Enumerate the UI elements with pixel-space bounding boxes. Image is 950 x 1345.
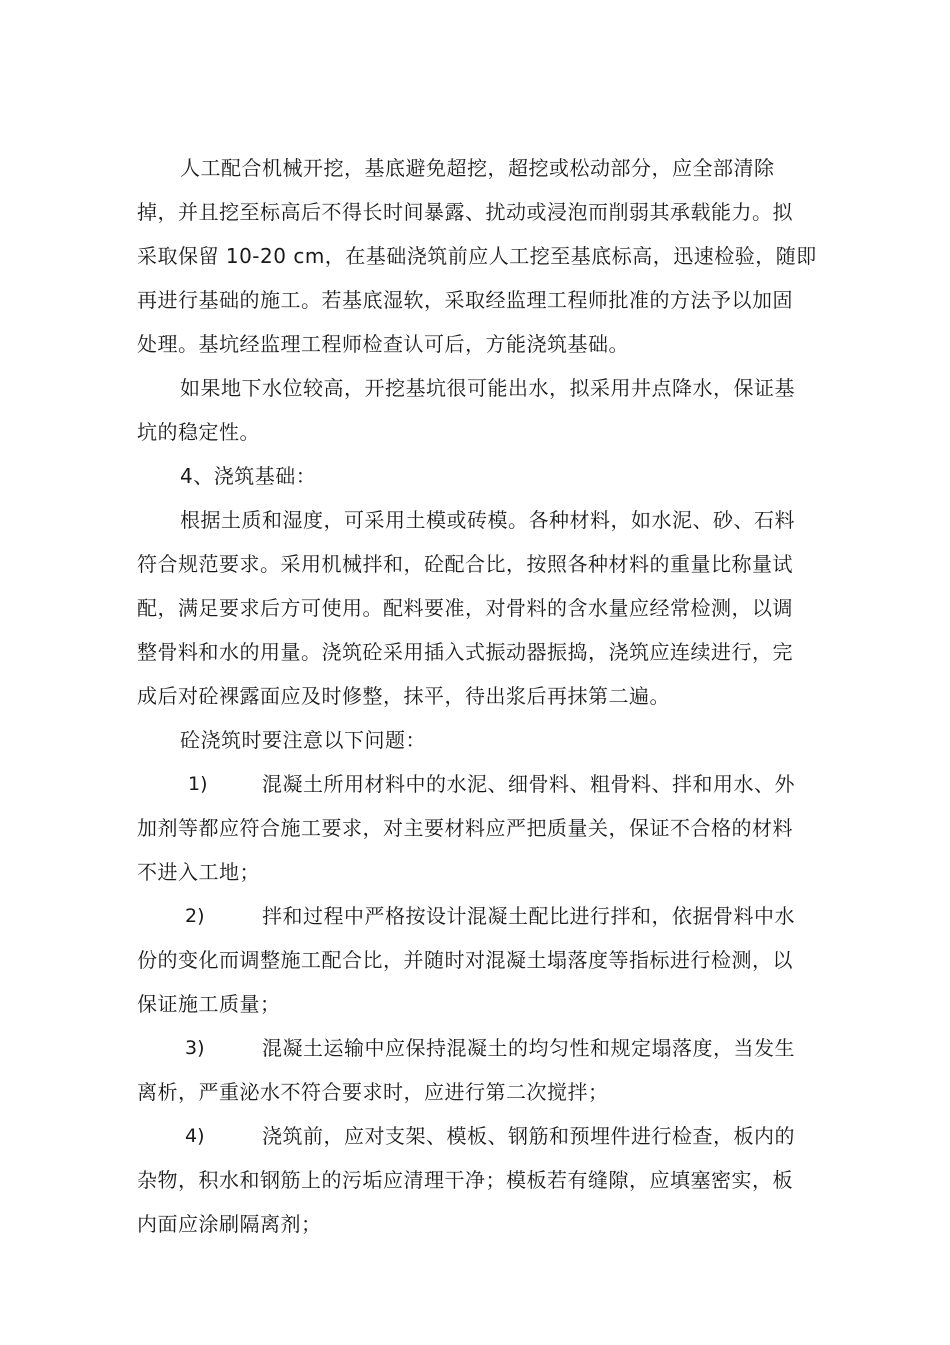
list-item-2-line-2: 份的变化而调整施工配合比，并随时对混凝土塌落度等指标进行检测，以	[137, 948, 793, 972]
paragraph-1-line-1: 人工配合机械开挖，基底避免超挖，超挖或松动部分，应全部清除	[180, 156, 775, 180]
list-item-1-line-3: 不进入工地；	[137, 860, 260, 884]
list-item-4-line-2: 杂物，积水和钢筋上的污垢应清理干净；模板若有缝隙，应填塞密实，板	[137, 1168, 793, 1192]
paragraph-3-line-1: 根据土质和湿度，可采用土模或砖模。各种材料，如水泥、砂、石料	[180, 508, 795, 532]
list-item-1-line-1: 混凝土所用材料中的水泥、细骨料、粗骨料、拌和用水、外	[262, 772, 795, 796]
paragraph-1-line-3: 采取保留 10-20 cm，在基础浇筑前应人工挖至基底标高，迅速检验，随即	[137, 244, 817, 268]
list-item-3-line-2: 离析，严重泌水不符合要求时，应进行第二次搅拌；	[137, 1080, 609, 1104]
list-intro: 砼浇筑时要注意以下问题：	[180, 728, 426, 752]
list-item-2-line-3: 保证施工质量；	[137, 992, 281, 1016]
paragraph-1-line-4: 再进行基础的施工。若基底湿软，采取经监理工程师批准的方法予以加固	[137, 288, 793, 312]
paragraph-1-line-5: 处理。基坑经监理工程师检查认可后，方能浇筑基础。	[137, 332, 629, 356]
paragraph-1-line-2: 掉，并且挖至标高后不得长时间暴露、扰动或浸泡而削弱其承载能力。拟	[137, 200, 793, 224]
paragraph-3-line-2: 符合规范要求。采用机械拌和，砼配合比，按照各种材料的重量比称量试	[137, 552, 793, 576]
paragraph-2-line-2: 坑的稳定性。	[137, 420, 260, 444]
list-item-4-line-3: 内面应涂刷隔离剂；	[137, 1212, 322, 1236]
list-item-2-line-1: 拌和过程中严格按设计混凝土配比进行拌和，依据骨料中水	[262, 904, 795, 928]
list-item-3-line-1: 混凝土运输中应保持混凝土的均匀性和规定塌落度，当发生	[262, 1036, 795, 1060]
paragraph-3-line-4: 整骨料和水的用量。浇筑砼采用插入式振动器振捣，浇筑应连续进行，完	[137, 640, 793, 664]
list-item-1-line-2: 加剂等都应符合施工要求，对主要材料应严把质量关，保证不合格的材料	[137, 816, 793, 840]
paragraph-3-line-3: 配，满足要求后方可使用。配料要准，对骨料的含水量应经常检测，以调	[137, 596, 793, 620]
list-item-3-number: 3)	[185, 1037, 205, 1059]
paragraph-2-line-1: 如果地下水位较高，开挖基坑很可能出水，拟采用井点降水，保证基	[180, 376, 795, 400]
list-item-1-number: 1)	[188, 773, 208, 795]
section-heading: 4、浇筑基础：	[180, 464, 317, 488]
list-item-2-number: 2)	[185, 905, 205, 927]
paragraph-3-line-5: 成后对砼裸露面应及时修整，抹平，待出浆后再抹第二遍。	[137, 684, 670, 708]
list-item-4-line-1: 浇筑前，应对支架、模板、钢筋和预埋件进行检查，板内的	[262, 1124, 795, 1148]
list-item-4-number: 4)	[185, 1125, 205, 1147]
